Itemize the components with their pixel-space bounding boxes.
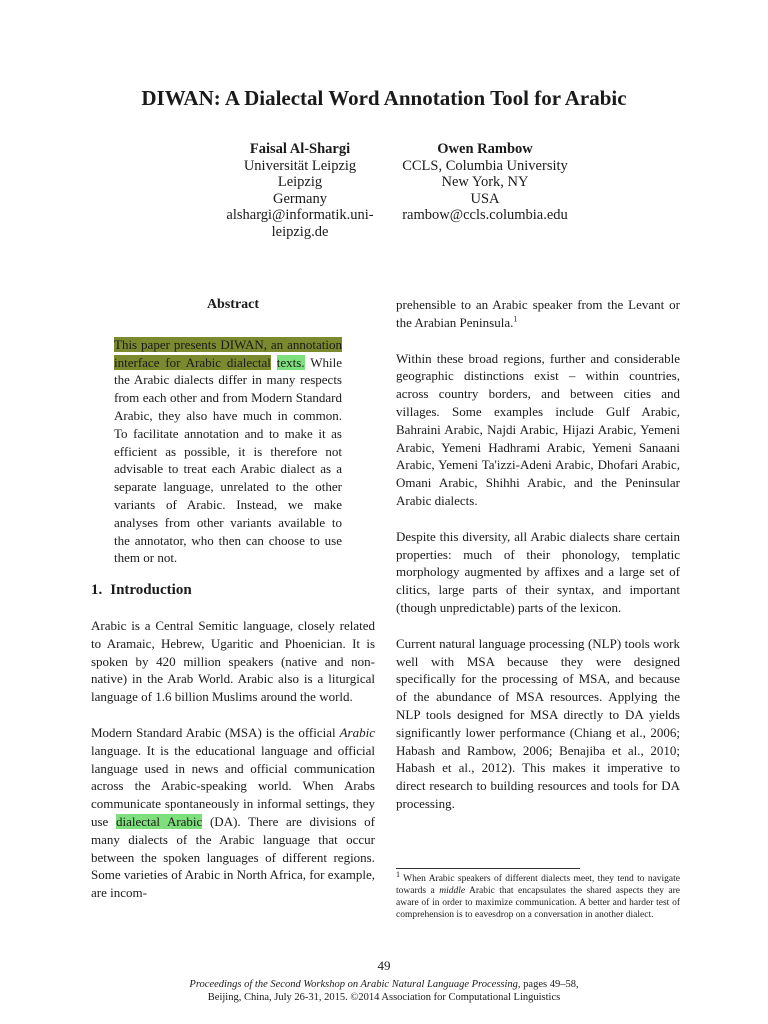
page-number: 49 bbox=[377, 958, 391, 973]
author-city: New York, NY bbox=[441, 174, 529, 190]
footnote bbox=[396, 869, 681, 921]
right-paragraph-1: Within these broad regions, further and considerable geographic distinctions exist – within countries, across country borders, and between cities and villages. Some examples include Gulf Arabic, Bahraini Arabic, Najdi Arabic, Hijazi Arabic, Yemeni Arabic, Yemeni Hadhrami Arabic, Yemeni Sanaani Arabic, Yemeni Ta'izzi-Adeni Arabic, Dhofari Arabic, Omani Arabic, Shihhi Arabic, and the Peninsular Arabic dialects. bbox=[396, 350, 680, 508]
author-name: Faisal Al-Shargi bbox=[249, 141, 351, 157]
text-run: (DA). There are divisions of many dialects of the Arabic language that occur between the spoken languages of different regions. Some varieties of Arabic in North Africa, for example, are incom- bbox=[91, 813, 375, 901]
author-country: Germany bbox=[273, 190, 327, 207]
right-paragraph-0 bbox=[396, 296, 680, 332]
text-run: , pages 49–58, bbox=[517, 979, 579, 990]
paper-title: DIWAN: A Dialectal Word Annotation Tool for Arabic bbox=[141, 86, 627, 110]
footer-line-1 bbox=[0, 978, 768, 991]
abstract-highlight-2: texts. bbox=[276, 354, 305, 370]
right-paragraph-2: Despite this diversity, all Arabic dialects share certain properties: much of their phonology, templatic morphology augmented by affixes and a large set of clitics, large parts of their syntax, and important (though unpredictable) parts of the lexicon. bbox=[396, 528, 680, 615]
intro-paragraph-2 bbox=[91, 724, 375, 902]
author-email: rambow@ccls.columbia.edu bbox=[402, 207, 568, 223]
footnote-rule bbox=[396, 868, 580, 869]
right-column bbox=[396, 296, 680, 831]
text-run: Arabic that encapsulates the shared aspects they are aware of in order to maximize communication. A better and harder test of comprehension is to eavesdrop on a conversation in another dialect. bbox=[396, 886, 681, 920]
section-number: 1. bbox=[91, 582, 103, 599]
page-footer bbox=[0, 978, 768, 1004]
author-city: Leipzig bbox=[277, 174, 323, 190]
footer-line-2: Beijing, China, July 26-31, 2015. ©2014 Association for Computational Linguistics bbox=[207, 992, 561, 1003]
abstract-heading: Abstract bbox=[206, 297, 260, 312]
abstract-rest: While the Arabic dialects differ in many respects from each other and from Modern Standard Arabic, they also have much in common. To facilitate annotation and to make it as efficient as possible, it is therefore not advisable to treat each Arabic dialect as a separate language, unrelated to the other variants of Arabic. Instead, we make analyses from other variants available to the annotator, who then can choose to use them or not. bbox=[114, 354, 342, 566]
section-title: Introduction bbox=[110, 582, 192, 599]
author-email: alshargi@informatik.uni-leipzig.de bbox=[226, 207, 374, 240]
author-name: Owen Rambow bbox=[437, 141, 533, 157]
text-run: prehensible to an Arabic speaker from the Levant or the Arabian Peninsula. bbox=[396, 297, 680, 330]
abstract-highlight: This paper presents DIWAN, an annotation interface for Arabic dialectal bbox=[114, 336, 342, 370]
italic-text: middle bbox=[439, 886, 466, 896]
author-affiliation: CCLS, Columbia University bbox=[402, 157, 568, 174]
abstract-text bbox=[114, 336, 342, 567]
text-run: Modern Standard Arabic (MSA) is the official bbox=[91, 724, 340, 740]
author-country: USA bbox=[470, 190, 500, 207]
author-block-2 bbox=[380, 141, 590, 224]
left-column bbox=[91, 296, 375, 920]
footnote-ref: 1 bbox=[513, 314, 518, 324]
footnote-mark: 1 bbox=[396, 869, 400, 879]
highlighted-text: dialectal Arabic bbox=[115, 813, 203, 829]
right-paragraph-3: Current natural language processing (NLP) tools work well with MSA because they were designed specifically for the processing of MSA, and because of the abundance of MSA resources. Applying the NLP tools designed for MSA directly to DA yields significantly lower performance (Chiang et al., 2006; Habash and Rambow, 2006; Benajiba et al., 2010; Habash et al., 2012). This makes it imperative to direct research to building resources and tools for DA processing. bbox=[396, 635, 680, 811]
author-affiliation: Universität Leipzig bbox=[243, 157, 357, 174]
italic-text: Arabic bbox=[339, 724, 375, 740]
author-block-1 bbox=[200, 141, 400, 240]
intro-paragraph-1: Arabic is a Central Semitic language, closely related to Aramaic, Hebrew, Ugaritic and Phoenician. It is spoken by 420 million speakers (native and non-native) in the Arab World. Arabic also is a liturgical language of 1.6 billion Muslims around the world. bbox=[91, 617, 375, 705]
text-run: language. It is the educational language and official language used in news and official communication across the Arabic-speaking world. When Arabs communicate spontaneously in informal settings, they use bbox=[91, 742, 375, 829]
section-heading-introduction bbox=[91, 582, 375, 600]
italic-text: Proceedings of the Second Workshop on Arabic Natural Language Processing bbox=[189, 979, 518, 990]
text-run: When Arabic speakers of different dialects meet, they tend to navigate towards a bbox=[396, 874, 680, 896]
